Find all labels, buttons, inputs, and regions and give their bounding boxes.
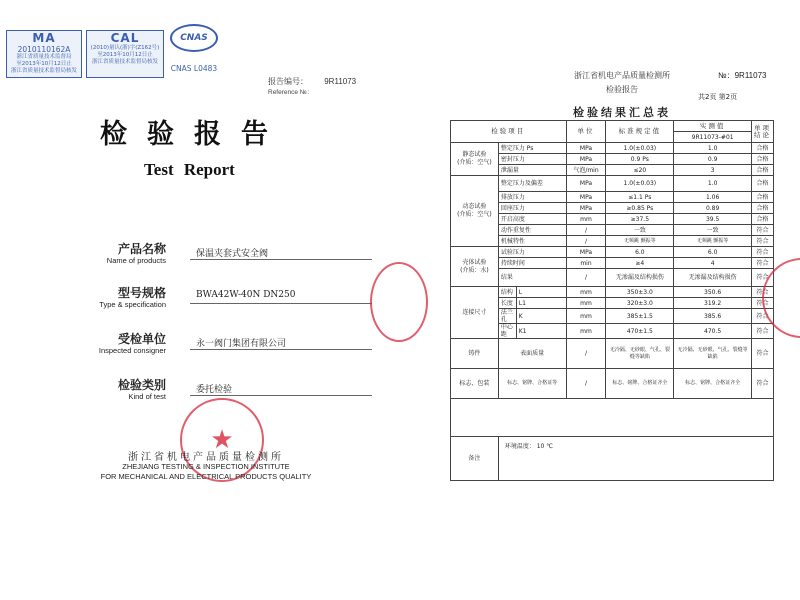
row-unit: MPa (566, 143, 606, 154)
table-row (451, 192, 774, 203)
row-code: L (516, 287, 566, 298)
row-result: 合格 (752, 165, 774, 176)
header-reference (718, 70, 766, 81)
header-item: 检验项目 (451, 121, 567, 143)
table-row (451, 298, 774, 309)
table-row (451, 339, 774, 369)
row-value: 0.9 (674, 154, 752, 165)
row-result: 合格 (752, 203, 774, 214)
row-value: 39.5 (674, 214, 752, 225)
row-name: 机械特性 (498, 236, 566, 247)
report-title-cn: 检验报告 (100, 119, 288, 150)
row-standard: 1.0(±0.03) (606, 143, 674, 154)
institute-name-cn: 浙江省机电产品质量检测所 (128, 452, 284, 463)
table-row (451, 399, 774, 437)
header-unit: 单位 (566, 121, 606, 143)
field-value: 保温夹套式安全阀 (190, 246, 372, 260)
row-code: K1 (516, 324, 566, 339)
reference-label-en: Reference №： (268, 89, 314, 96)
row-value: 1.0 (674, 143, 752, 154)
cma-line2: 至2013年10月12日止 (16, 61, 72, 67)
row-standard: 无渗漏及结构损伤 (606, 269, 674, 287)
row-result: 符合 (752, 247, 774, 258)
row-value: 350.6 (674, 287, 752, 298)
row-value: 470.5 (674, 324, 752, 339)
blank-row (451, 399, 774, 437)
row-unit: mm (566, 214, 606, 225)
row-result: 符合 (752, 309, 774, 324)
field-label-en: Type & specification (99, 300, 166, 309)
header-sample-id: 9R11073-#01 (674, 132, 752, 143)
header-reference-label: №： (718, 71, 735, 80)
row-value: 无渗漏及结构损伤 (674, 269, 752, 287)
field-label-cn: 检验类别 (117, 378, 166, 392)
side-red-seal (370, 262, 428, 342)
row-name: 表面质量 (498, 339, 566, 369)
row-result: 符合 (752, 258, 774, 269)
table-row (451, 269, 774, 287)
row-value: 无频跳 颤振等 (674, 236, 752, 247)
row-unit: MPa (566, 203, 606, 214)
row-result: 合格 (752, 176, 774, 192)
row-unit: 气泡/min (566, 165, 606, 176)
row-code: L1 (516, 298, 566, 309)
row-standard: ≥37.5 (606, 214, 674, 225)
field-label-en: Kind of test (128, 392, 166, 401)
group-marking: 标志、包装 (451, 369, 499, 399)
field-label-en: Name of products (106, 256, 166, 265)
cma-accreditation-stamp (6, 30, 82, 78)
row-value: 3 (674, 165, 752, 176)
row-unit: / (566, 339, 606, 369)
row-standard: ≥4 (606, 258, 674, 269)
table-row (451, 236, 774, 247)
field-label-en: Inspected consigner (98, 346, 166, 355)
row-standard: ≤20 (606, 165, 674, 176)
row-value: 4 (674, 258, 752, 269)
table-row (451, 154, 774, 165)
row-name: 法兰孔 (498, 309, 516, 324)
row-result: 符合 (752, 269, 774, 287)
row-unit: / (566, 369, 606, 399)
row-unit: mm (566, 298, 606, 309)
row-result: 合格 (752, 143, 774, 154)
row-standard: 1.0(±0.03) (606, 176, 674, 192)
results-summary-page (400, 0, 800, 600)
row-name: 整定压力 Ps (498, 143, 566, 154)
results-table (450, 120, 774, 481)
row-standard: 标志、铭牌、合格证齐全 (606, 369, 674, 399)
institute-name-en-line1: ZHEJIANG TESTING & INSPECTION INSTITUTE (122, 462, 290, 471)
row-name: 动作重复性 (498, 225, 566, 236)
row-unit: min (566, 258, 606, 269)
row-standard: 350±3.0 (606, 287, 674, 298)
cnas-code: CNAS L0483 (170, 64, 218, 73)
field-value: 委托检验 (190, 382, 372, 396)
table-row (451, 165, 774, 176)
table-row (451, 287, 774, 298)
table-row (451, 258, 774, 269)
row-standard: 470±1.5 (606, 324, 674, 339)
row-name: 持续时间 (498, 258, 566, 269)
header-standard: 标准规定值 (606, 121, 674, 143)
cnas-logo: CNAS (170, 24, 218, 52)
header-institute: 浙江省机电产品质量检测所 (574, 71, 670, 80)
row-result: 符合 (752, 236, 774, 247)
row-value: 0.89 (674, 203, 752, 214)
field-value: 永一阀门集团有限公司 (190, 336, 372, 350)
reference-label-cn: 报告编号： (268, 77, 308, 86)
field-label-cn: 型号规格 (117, 286, 166, 300)
row-unit: mm (566, 324, 606, 339)
field-label-cn: 受检单位 (117, 332, 166, 346)
row-result: 符合 (752, 225, 774, 236)
row-result: 合格 (752, 214, 774, 225)
row-name: 密封压力 (498, 154, 566, 165)
table-title: 检验结果汇总表 (573, 106, 671, 119)
row-standard: 无冷隔、无砂眼、气孔、裂缝等缺陷 (606, 339, 674, 369)
row-standard: 320±3.0 (606, 298, 674, 309)
group-static: 静态试验 (介质：空气) (451, 143, 499, 176)
table-row (451, 214, 774, 225)
table-row (451, 176, 774, 192)
page-info: 共2页 第2页 (698, 93, 738, 101)
group-shell: 壳体试验 (介质：水) (451, 247, 499, 287)
row-unit: mm (566, 287, 606, 298)
cnas-accreditation-stamp (166, 24, 222, 78)
row-name: 排放压力 (498, 192, 566, 203)
row-result: 符合 (752, 287, 774, 298)
cma-mark: MA (32, 31, 56, 45)
cal-mark: CAL (110, 31, 140, 45)
cal-line1: 至2013年10月12日止 (97, 52, 153, 58)
row-unit: MPa (566, 176, 606, 192)
row-unit: MPa (566, 154, 606, 165)
row-unit: MPa (566, 192, 606, 203)
table-row (451, 203, 774, 214)
row-unit: mm (566, 309, 606, 324)
group-remark: 备注 (451, 437, 499, 481)
row-unit: / (566, 269, 606, 287)
table-row (451, 369, 774, 399)
cma-line1: 浙江省质量技术监督局 (16, 54, 72, 60)
row-standard: 一致 (606, 225, 674, 236)
group-castings: 铸件 (451, 339, 499, 369)
row-name: 开启高度 (498, 214, 566, 225)
table-row (451, 225, 774, 236)
remark-row (451, 437, 774, 481)
row-result: 合格 (752, 154, 774, 165)
reference-number (268, 76, 356, 96)
row-name: 结构 (498, 287, 516, 298)
cal-accreditation-stamp (86, 30, 164, 78)
row-standard: 385±1.5 (606, 309, 674, 324)
cma-line3: 浙江省质量技术监督局核发 (10, 68, 77, 74)
cal-code: (2010)量认(浙)字(Z162号) (90, 45, 160, 51)
reference-value: 9R11073 (324, 77, 357, 86)
row-unit: MPa (566, 247, 606, 258)
row-value: 标志、铭牌、合格证齐全 (674, 369, 752, 399)
header-doc-kind: 检验报告 (606, 85, 638, 94)
table-row (451, 143, 774, 154)
row-code: K (516, 309, 566, 324)
row-standard: ≤1.1 Ps (606, 192, 674, 203)
row-value: 无冷隔、无砂眼、气孔、裂缝等缺陷 (674, 339, 752, 369)
row-value: 1.06 (674, 192, 752, 203)
star-icon: ★ (210, 425, 234, 455)
group-dynamic: 动态试验 (介质：空气) (451, 176, 499, 247)
institute-name-en-line2: FOR MECHANICAL AND ELECTRICAL PRODUCTS QUALITY (100, 472, 312, 481)
field-value: BWA42W-40N DN250 (190, 290, 372, 304)
row-unit: / (566, 236, 606, 247)
group-dimensions: 连接尺寸 (451, 287, 499, 339)
header-measured: 实测值 (674, 121, 752, 132)
row-name: 标志、铭牌、合格证等 (498, 369, 566, 399)
remark-text: 环境温度： 10 ℃ (498, 437, 773, 481)
row-result: 符合 (752, 339, 774, 369)
cal-line2: 浙江省质量技术监督局核发 (91, 59, 158, 65)
row-name: 泄漏量 (498, 165, 566, 176)
report-title-en: Test Report (144, 160, 235, 179)
table-row (451, 309, 774, 324)
row-standard: 0.9 Ps (606, 154, 674, 165)
row-standard: ≥0.85 Ps (606, 203, 674, 214)
table-header-row (451, 121, 774, 132)
row-name: 试验压力 (498, 247, 566, 258)
row-standard: 6.0 (606, 247, 674, 258)
row-value: 6.0 (674, 247, 752, 258)
row-name: 回座压力 (498, 203, 566, 214)
row-value: 385.6 (674, 309, 752, 324)
row-name: 整定压力及偏差 (498, 176, 566, 192)
row-name: 长度 (498, 298, 516, 309)
field-label-cn: 产品名称 (117, 242, 166, 256)
header-reference-value: 9R11073 (734, 71, 767, 80)
row-standard: 无频跳 颤振等 (606, 236, 674, 247)
row-value: 1.0 (674, 176, 752, 192)
header-verdict: 单项结论 (752, 121, 774, 143)
row-value: 一致 (674, 225, 752, 236)
row-result: 符合 (752, 298, 774, 309)
row-result: 合格 (752, 192, 774, 203)
row-result: 符合 (752, 369, 774, 399)
row-name: 结果 (498, 269, 566, 287)
row-result: 符合 (752, 324, 774, 339)
row-value: 319.2 (674, 298, 752, 309)
cma-code: 2010110162A (17, 45, 71, 54)
table-row (451, 247, 774, 258)
table-row (451, 324, 774, 339)
row-unit: / (566, 225, 606, 236)
row-name: 中心距 (498, 324, 516, 339)
